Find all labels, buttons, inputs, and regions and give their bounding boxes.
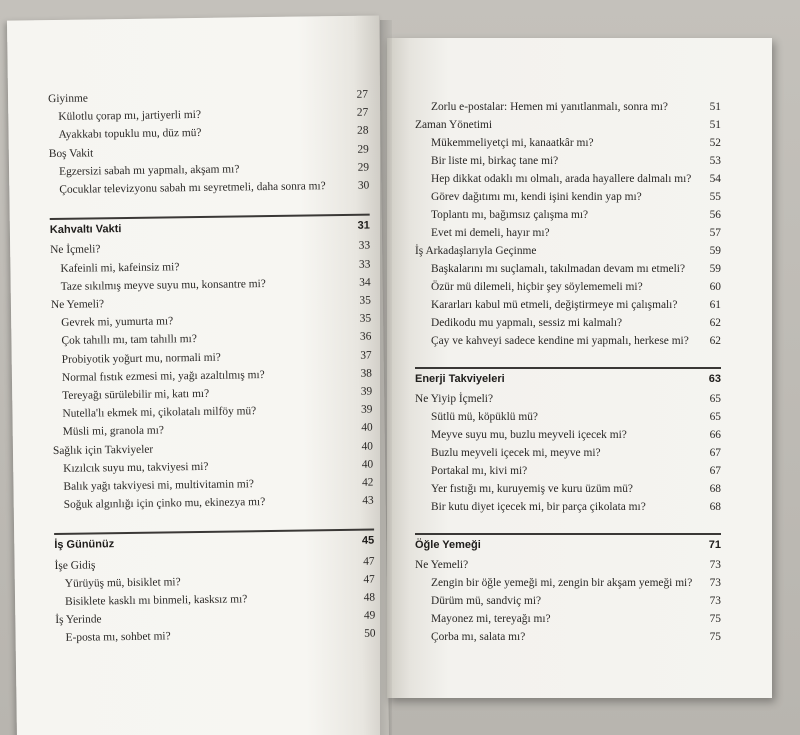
toc-subheading xyxy=(415,242,721,260)
toc-entry-title: Gevrek mi, yumurta mı? xyxy=(61,315,174,330)
toc-subheading xyxy=(415,390,721,408)
toc-entry xyxy=(431,462,721,480)
toc-page-number: 49 xyxy=(363,609,376,622)
toc-entry-title: Ne Yemeli? xyxy=(415,559,469,571)
left-table-of-contents xyxy=(7,15,379,645)
toc-page-number: 59 xyxy=(709,245,721,257)
toc-entry xyxy=(431,314,721,332)
toc-page-number: 62 xyxy=(709,335,721,347)
toc-entry xyxy=(431,480,721,498)
toc-entry-title: İş Yerinde xyxy=(55,613,102,627)
toc-page-number: 71 xyxy=(708,539,721,551)
toc-entry xyxy=(64,492,374,514)
toc-entry xyxy=(431,134,721,152)
toc-subheading xyxy=(415,116,721,134)
toc-page-number: 31 xyxy=(357,219,370,232)
toc-entry xyxy=(431,498,721,516)
toc-page-number: 62 xyxy=(709,317,721,329)
toc-page-number: 60 xyxy=(709,281,721,293)
toc-page-number: 33 xyxy=(358,258,371,271)
toc-entry xyxy=(431,444,721,462)
toc-entry-title: Bisiklete kasklı mı binmeli, kasksız mı? xyxy=(64,593,248,608)
toc-entry-title: Boş Vakit xyxy=(48,147,94,160)
toc-entry xyxy=(431,426,721,444)
toc-section-heading xyxy=(415,536,721,554)
toc-page-number: 39 xyxy=(360,385,373,398)
toc-page-number: 28 xyxy=(357,124,369,138)
toc-page-number: 75 xyxy=(709,613,721,625)
toc-page-number: 37 xyxy=(360,349,372,362)
toc-page-number: 29 xyxy=(357,161,370,174)
toc-entry-title: Zengin bir öğle yemeği mi, zengin bir akşam yemeği mi? xyxy=(431,577,693,589)
toc-entry-title: Nutella'lı ekmek mi, çikolatalı milföy mü? xyxy=(62,405,257,421)
toc-entry-title: Yer fıstığı mı, kuruyemiş ve kuru üzüm mü? xyxy=(431,483,633,495)
toc-entry-title: Mayonez mi, tereyağı mı? xyxy=(431,613,551,625)
toc-page-number: 27 xyxy=(356,106,369,119)
toc-entry-title: Kızılcık suyu mu, takviyesi mi? xyxy=(63,460,209,475)
toc-entry-title: Dürüm mü, sandviç mi? xyxy=(431,595,542,607)
toc-page-number: 34 xyxy=(359,276,371,289)
toc-entry-title: Normal fıstık ezmesi mi, yağı azaltılmış mı? xyxy=(61,368,265,384)
toc-entry-title: Balık yağı takviyesi mi, multivitamin mi? xyxy=(63,478,255,493)
toc-page-number: 40 xyxy=(361,440,374,453)
toc-entry xyxy=(431,574,721,592)
toc-entry-title: Zaman Yönetimi xyxy=(415,119,493,131)
toc-entry-title: Meyve suyu mu, buzlu meyveli içecek mi? xyxy=(431,429,627,441)
toc-entry-title: Buzlu meyveli içecek mi, meyve mi? xyxy=(431,447,601,459)
toc-page-number: 56 xyxy=(709,209,721,221)
toc-entry-title: Egzersizi sabah mı yapmalı, akşam mı? xyxy=(58,163,240,178)
toc-section-heading xyxy=(54,532,374,554)
toc-entry-title: Yürüyüş mü, bisiklet mi? xyxy=(64,576,181,590)
toc-entry xyxy=(431,188,721,206)
section-rule xyxy=(415,367,721,369)
toc-page-number: 48 xyxy=(363,591,376,604)
toc-entry-title: Tereyağı sürülebilir mi, katı mı? xyxy=(62,387,210,402)
toc-page-number: 51 xyxy=(709,101,721,113)
toc-entry-title: Bir kutu diyet içecek mi, bir parça çikolata mı? xyxy=(431,501,646,513)
toc-page-number: 54 xyxy=(709,173,721,185)
toc-entry-title: Taze sıkılmış meyve suyu mu, konsantre mi? xyxy=(60,277,266,293)
toc-page-number: 53 xyxy=(709,155,721,167)
toc-entry xyxy=(431,98,721,116)
toc-entry-title: Giyinme xyxy=(47,92,89,106)
toc-entry-title: E-posta mı, sohbet mi? xyxy=(65,630,171,645)
toc-entry-title: Bir liste mi, birkaç tane mi? xyxy=(431,155,559,167)
toc-page-number: 33 xyxy=(358,239,371,253)
toc-page-number: 29 xyxy=(357,143,369,156)
toc-entry-title: Ayakkabı topuklu mu, düz mü? xyxy=(58,127,202,142)
toc-entry xyxy=(431,296,721,314)
section-rule xyxy=(54,529,374,535)
toc-entry-title: Portakal mı, kivi mi? xyxy=(431,465,528,477)
toc-page-number: 27 xyxy=(356,88,369,101)
toc-section-heading xyxy=(50,217,370,239)
toc-entry-title: Ne Yemeli? xyxy=(50,298,105,312)
toc-entry-title: Mükemmeliyetçi mi, kanaatkâr mı? xyxy=(431,137,594,149)
toc-page-number: 65 xyxy=(709,393,721,405)
toc-entry-title: Ne İçmeli? xyxy=(50,243,101,257)
toc-page-number: 65 xyxy=(709,411,721,423)
toc-page-number: 35 xyxy=(359,312,372,325)
toc-subheading xyxy=(415,556,721,574)
toc-entry xyxy=(431,260,721,278)
section-rule xyxy=(415,533,721,535)
toc-page-number: 67 xyxy=(709,447,721,459)
toc-entry-title: Enerji Takviyeleri xyxy=(415,373,505,385)
toc-entry xyxy=(65,625,375,647)
toc-entry-title: Kararları kabul mü etmeli, değiştirmeye mi çalışmalı? xyxy=(431,299,678,311)
toc-page-number: 51 xyxy=(709,119,721,131)
toc-entry-title: Sağlık için Takviyeler xyxy=(52,443,154,457)
toc-entry-title: Zorlu e-postalar: Hemen mi yanıtlanmalı, sonra mı? xyxy=(431,101,668,113)
toc-entry xyxy=(431,170,721,188)
toc-page-number: 47 xyxy=(363,573,375,586)
toc-entry xyxy=(431,206,721,224)
toc-entry xyxy=(431,610,721,628)
toc-entry-title: Soğuk algınlığı için çinko mu, ekinezya mı? xyxy=(63,496,266,512)
toc-page-number: 66 xyxy=(709,429,721,441)
toc-page-number: 61 xyxy=(709,299,721,311)
toc-page-number: 73 xyxy=(709,559,721,571)
toc-entry-title: Ne Yiyip İçmeli? xyxy=(415,393,494,405)
toc-entry xyxy=(59,177,369,199)
section-rule xyxy=(50,214,370,220)
toc-page-number: 50 xyxy=(364,627,376,641)
toc-entry-title: Çok tahıllı mı, tam tahıllı mı? xyxy=(61,333,197,348)
toc-entry-title: İşe Gidiş xyxy=(54,559,96,572)
toc-entry-title: Evet mi demeli, hayır mı? xyxy=(431,227,550,239)
toc-page-number: 36 xyxy=(359,330,372,344)
toc-page-number: 73 xyxy=(709,577,721,589)
toc-entry-title: Çorba mı, salata mı? xyxy=(431,631,526,643)
book-gutter-shadow xyxy=(380,20,392,735)
left-book-page xyxy=(7,15,389,735)
toc-page-number: 30 xyxy=(357,179,370,192)
toc-page-number: 68 xyxy=(709,483,721,495)
toc-entry xyxy=(431,278,721,296)
toc-entry xyxy=(431,408,721,426)
toc-page-number: 67 xyxy=(709,465,721,477)
toc-entry xyxy=(431,332,721,350)
toc-entry-title: Görev dağıtımı mı, kendi işini kendin yap mı? xyxy=(431,191,642,203)
toc-entry xyxy=(431,224,721,242)
toc-entry-title: Müsli mi, granola mı? xyxy=(62,424,165,439)
toc-entry xyxy=(431,152,721,170)
toc-page-number: 42 xyxy=(361,476,374,489)
toc-page-number: 43 xyxy=(362,494,374,507)
toc-entry-title: Dedikodu mu yapmalı, sessiz mi kalmalı? xyxy=(431,317,623,329)
toc-page-number: 75 xyxy=(709,631,721,643)
toc-entry-title: Başkalarını mı suçlamalı, takılmadan devam mı etmeli? xyxy=(431,263,685,275)
toc-page-number: 59 xyxy=(709,263,721,275)
toc-page-number: 47 xyxy=(363,555,375,568)
right-book-page xyxy=(387,38,772,698)
toc-page-number: 63 xyxy=(708,373,721,385)
toc-page-number: 40 xyxy=(361,458,374,471)
toc-page-number: 57 xyxy=(709,227,721,239)
toc-entry-title: Hep dikkat odaklı mı olmalı, arada hayallere dalmalı mı? xyxy=(431,173,692,185)
toc-entry xyxy=(431,592,721,610)
toc-page-number: 55 xyxy=(709,191,721,203)
toc-entry-title: Külotlu çorap mı, jartiyerli mi? xyxy=(58,109,202,124)
toc-entry-title: Toplantı mı, bağımsız çalışma mı? xyxy=(431,209,589,221)
toc-page-number: 35 xyxy=(359,294,371,307)
toc-page-number: 40 xyxy=(361,421,373,435)
toc-entry-title: Özür mü dilemeli, hiçbir şey söylememeli mi? xyxy=(431,281,643,293)
toc-entry-title: Çay ve kahveyi sadece kendine mi yapmalı, herkese mi? xyxy=(431,335,689,347)
toc-section-heading xyxy=(415,370,721,388)
toc-page-number: 45 xyxy=(361,534,375,548)
toc-page-number: 39 xyxy=(360,403,373,416)
toc-entry-title: Probiyotik yoğurt mu, normali mi? xyxy=(61,351,221,366)
toc-page-number: 68 xyxy=(709,501,721,513)
toc-page-number: 73 xyxy=(709,595,721,607)
toc-entry-title: İş Gününüz xyxy=(54,538,115,552)
toc-page-number: 52 xyxy=(709,137,721,149)
toc-entry-title: Çocuklar televizyonu sabah mı seyretmeli, daha sonra mı? xyxy=(59,180,326,196)
toc-entry-title: Kahvaltı Vakti xyxy=(49,223,122,237)
toc-page-number: 38 xyxy=(360,367,373,380)
toc-entry-title: Öğle Yemeği xyxy=(415,539,481,551)
toc-entry-title: Sütlü mü, köpüklü mü? xyxy=(431,411,538,423)
toc-entry-title: İş Arkadaşlarıyla Geçinme xyxy=(415,245,537,257)
toc-entry-title: Kafeinli mi, kafeinsiz mi? xyxy=(60,260,180,275)
toc-entry xyxy=(431,628,721,646)
